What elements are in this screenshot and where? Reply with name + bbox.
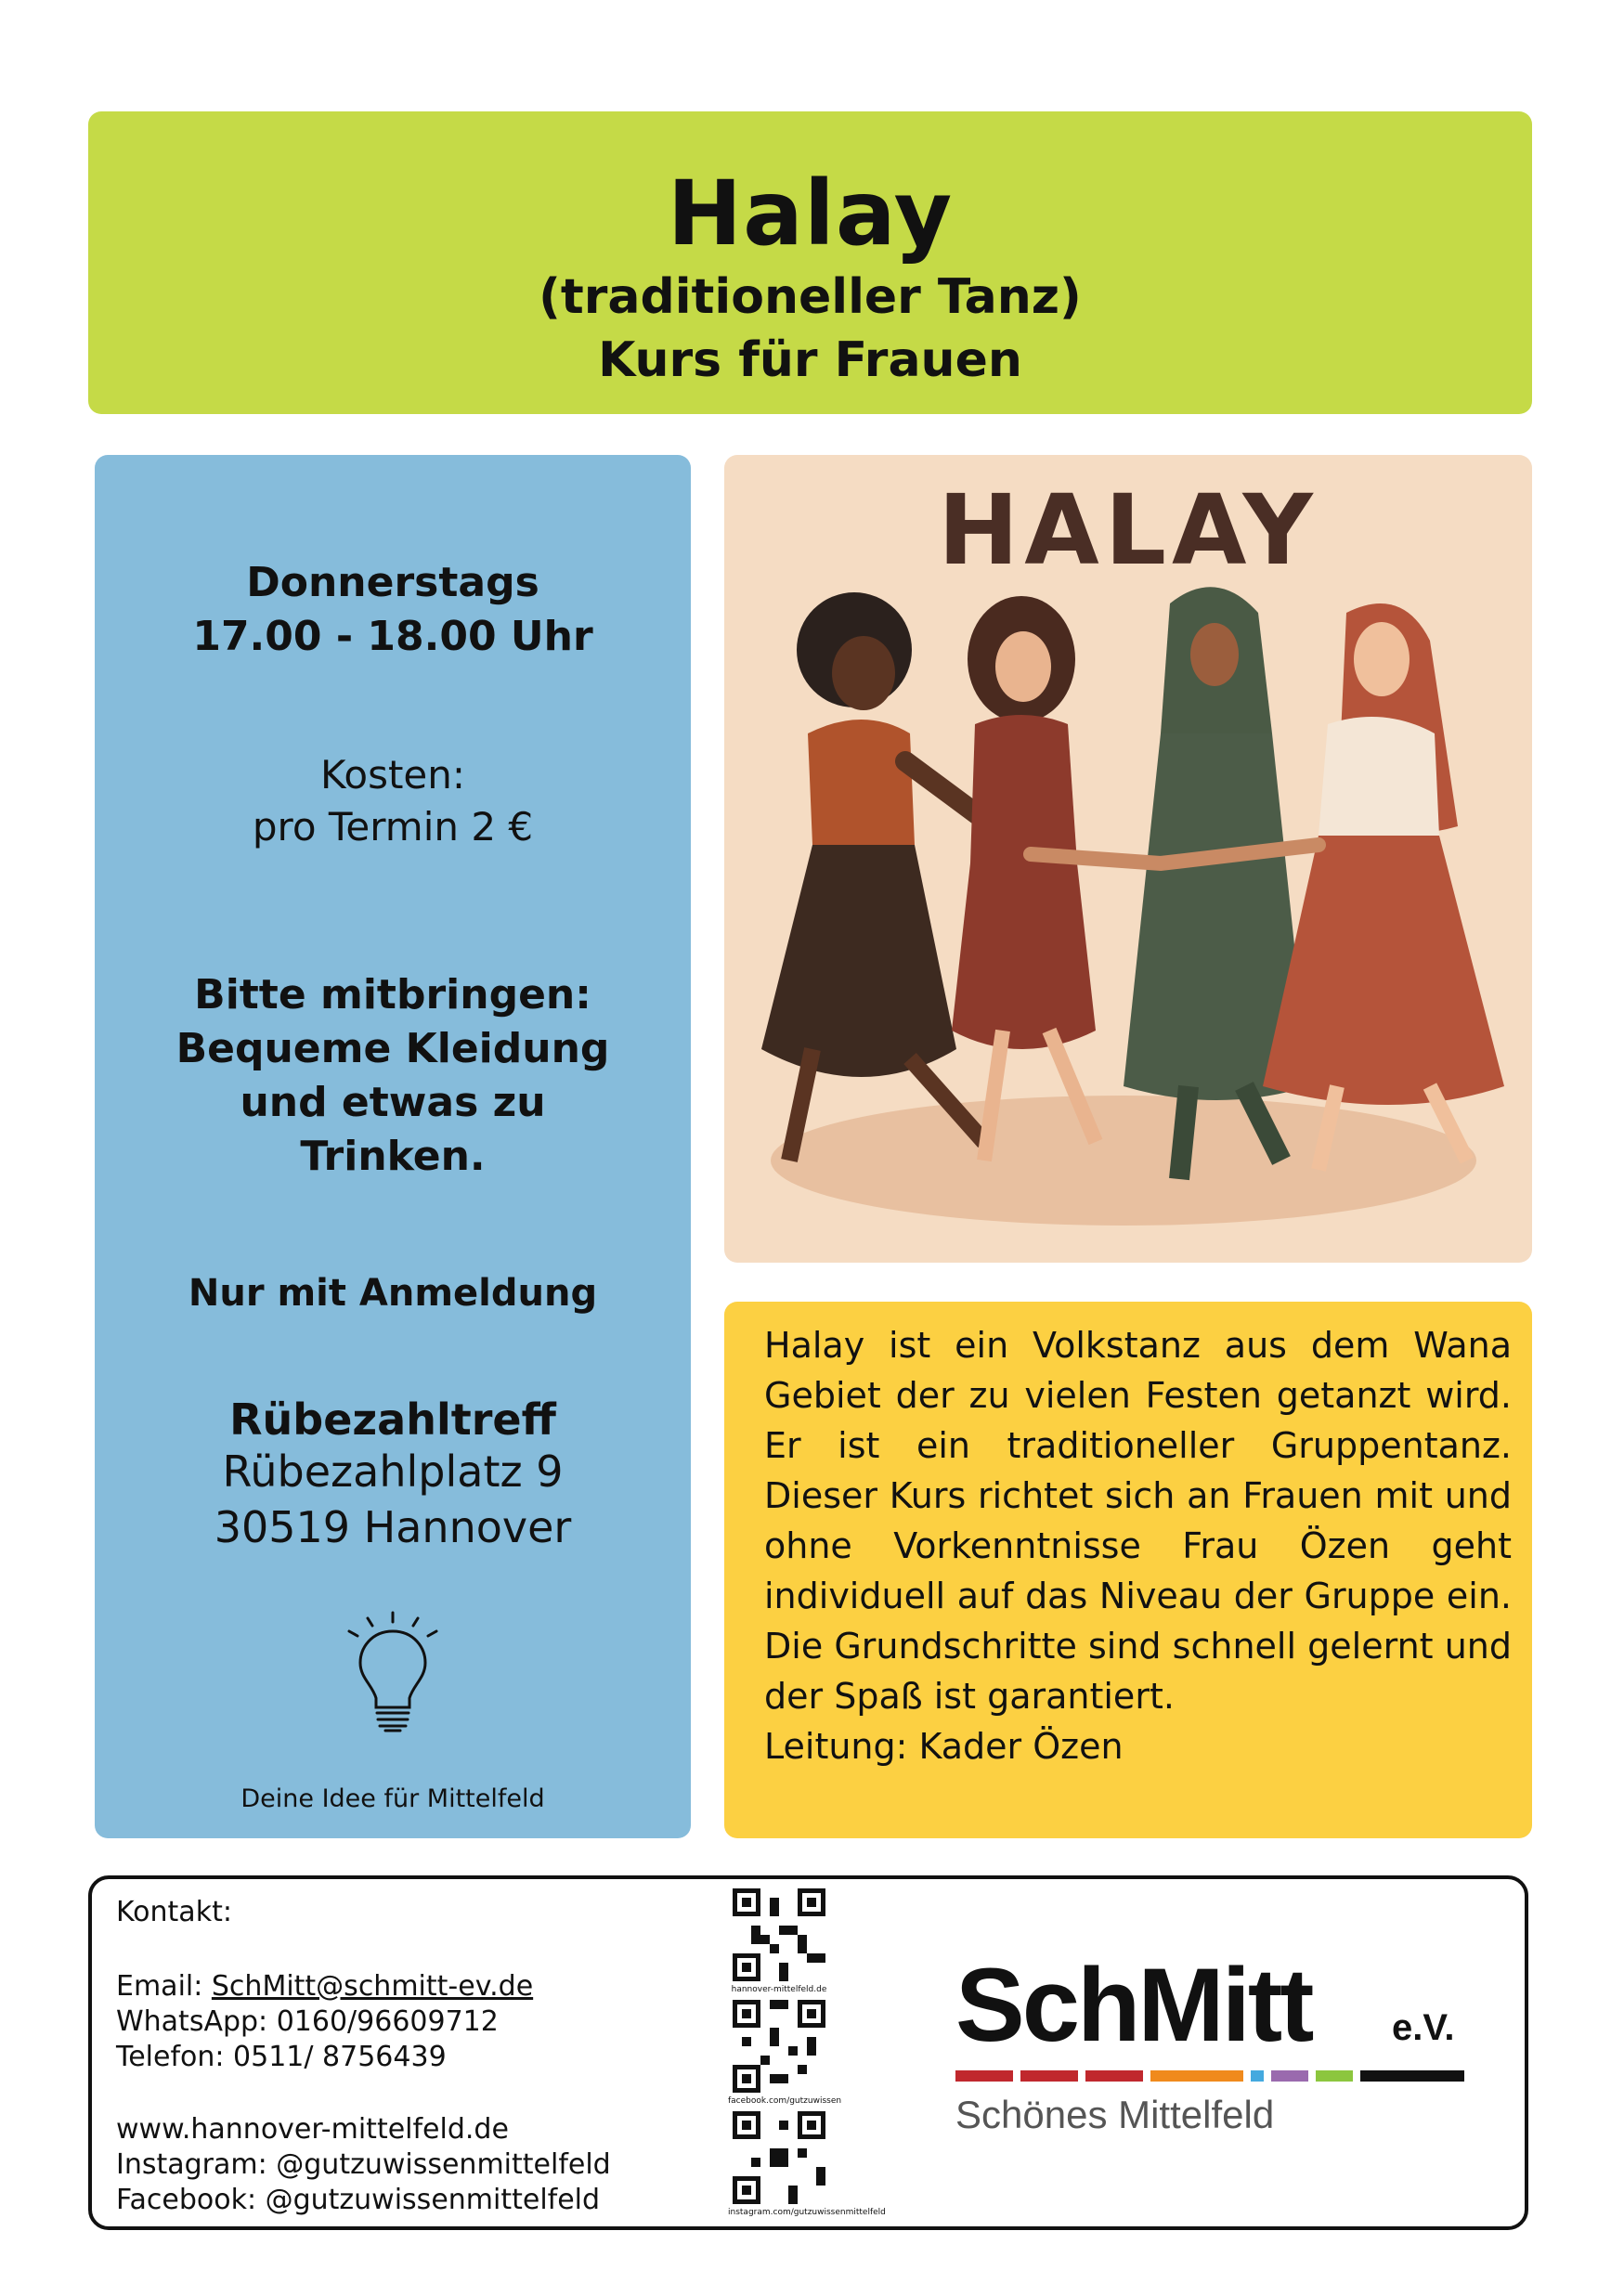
venue-name: Rübezahltreff — [229, 1394, 556, 1445]
email-link[interactable]: SchMitt@schmitt-ev.de — [211, 1970, 534, 2003]
venue-city: 30519 Hannover — [214, 1502, 572, 1552]
logo-stripe — [1360, 2070, 1464, 2082]
venue-street: Rübezahlplatz 9 — [222, 1446, 564, 1497]
contact-box — [88, 1875, 1528, 2230]
contact-phone: Telefon: 0511/ 8756439 — [116, 2041, 447, 2073]
logo-stripe — [955, 2070, 1013, 2082]
qr-code-website[interactable] — [733, 1888, 825, 1994]
contact-whatsapp: WhatsApp: 0160/96609712 — [116, 2005, 499, 2038]
dancers-drawing — [724, 455, 1532, 1263]
page-subtitle: (traditioneller Tanz) — [539, 269, 1082, 325]
dance-illustration — [724, 455, 1532, 1263]
qr-code-icon — [733, 1888, 825, 1981]
logo-stripe — [1150, 2070, 1243, 2082]
contact-heading: Kontakt: — [116, 1896, 232, 1928]
logo-tagline: Schönes Mittelfeld — [955, 2093, 1275, 2136]
logo-stripe — [1020, 2070, 1078, 2082]
logo-stripe — [1316, 2070, 1353, 2082]
page-subtitle-audience: Kurs für Frauen — [598, 332, 1022, 388]
schmitt-logo — [955, 1947, 1475, 2176]
instagram-handle[interactable]: Instagram: @gutzuwissenmittelfeld — [116, 2148, 611, 2181]
bring-line-3: und etwas zu — [240, 1079, 546, 1126]
page-title: Halay — [667, 162, 954, 266]
logo-stripes — [955, 2070, 1464, 2082]
qr-caption: hannover-mittelfeld.de — [731, 1985, 827, 1994]
logo-stripe — [1271, 2070, 1308, 2082]
logo-stripe — [1085, 2070, 1143, 2082]
logo-name: SchMitt — [955, 1947, 1312, 2063]
cost-label: Kosten: — [319, 752, 466, 798]
email-label: Email: — [116, 1970, 203, 2003]
info-panel — [95, 455, 691, 1838]
course-time: 17.00 - 18.00 Uhr — [192, 613, 593, 660]
qr-caption: instagram.com/gutzuwissenmittelfeld — [728, 2208, 886, 2217]
qr-code-facebook[interactable] — [728, 2000, 842, 2106]
logo-stripe — [1251, 2070, 1264, 2082]
course-day: Donnerstags — [246, 559, 539, 606]
illustration-heading: HALAY — [938, 473, 1319, 587]
description-panel — [724, 1302, 1532, 1838]
logo-suffix: e.V. — [1392, 2007, 1455, 2048]
registration-note: Nur mit Anmeldung — [188, 1272, 598, 1315]
qr-code-instagram[interactable] — [728, 2111, 886, 2217]
idea-caption: Deine Idee für Mittelfeld — [240, 1784, 545, 1813]
dancer-2 — [952, 596, 1096, 1161]
website-link[interactable]: www.hannover-mittelfeld.de — [116, 2113, 509, 2146]
cost-value: pro Termin 2 € — [252, 804, 534, 850]
facebook-handle[interactable]: Facebook: @gutzuwissenmittelfeld — [116, 2184, 601, 2216]
qr-code-icon — [733, 2000, 825, 2093]
description-text: Halay ist ein Volkstanz aus dem Wana Gebiet der zu vielen Festen getanzt wird. Er ist ein traditioneller Gruppentanz. Dieser Kurs richtet sich an Frauen mit und ohne Vorkenntnisse Frau Özen geht individuell auf das Niveau der Gruppe ein. Die Grundschritte sind schnell gelernt und der Spaß ist garantiert. — [764, 1325, 1512, 1717]
qr-code-icon — [733, 2111, 825, 2204]
qr-caption: facebook.com/gutzuwissen — [728, 2096, 842, 2106]
lightbulb-icon — [342, 1611, 444, 1741]
title-banner — [88, 111, 1532, 414]
bring-line-2: Bequeme Kleidung — [175, 1025, 610, 1072]
course-leader: Leitung: Kader Özen — [764, 1726, 1124, 1767]
bring-line-1: Bitte mitbringen: — [194, 971, 591, 1018]
bring-line-4: Trinken. — [300, 1133, 486, 1180]
dancer-4 — [1263, 603, 1504, 1170]
contact-email-line — [116, 1970, 533, 2003]
